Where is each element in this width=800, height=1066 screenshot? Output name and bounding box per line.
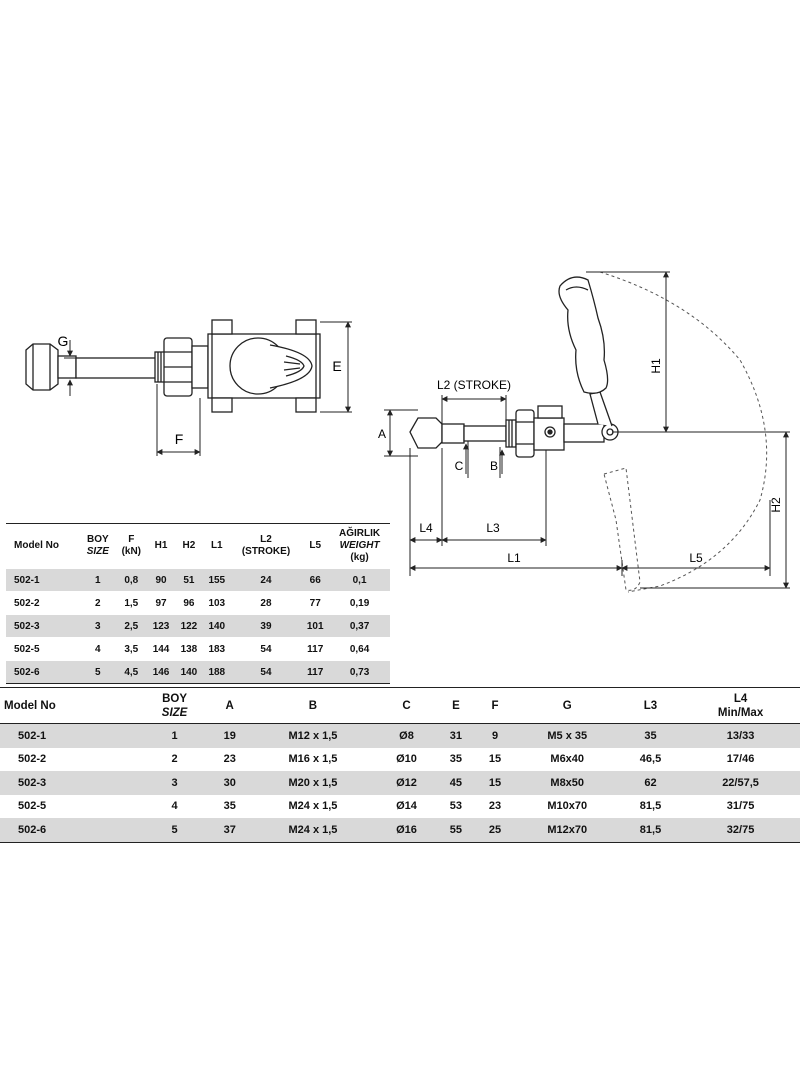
table-cell: 502-2 bbox=[6, 592, 80, 615]
col-header: E bbox=[436, 688, 475, 724]
table-cell: 97 bbox=[147, 592, 175, 615]
table-cell: 13/33 bbox=[681, 724, 800, 748]
table-cell: 4,5 bbox=[115, 661, 147, 684]
table-cell: 144 bbox=[147, 638, 175, 661]
table-cell: 9 bbox=[475, 724, 514, 748]
dim-label-l4: L4 bbox=[419, 521, 433, 535]
table-cell: 4 bbox=[80, 638, 115, 661]
table-cell: M6x40 bbox=[515, 748, 620, 772]
table-cell: 35 bbox=[620, 724, 681, 748]
table-cell: 81,5 bbox=[620, 795, 681, 819]
table-row bbox=[0, 795, 800, 819]
table-cell: 1 bbox=[80, 569, 115, 592]
table-cell: 2 bbox=[139, 748, 210, 772]
table-row bbox=[6, 661, 390, 684]
table-cell: 31/75 bbox=[681, 795, 800, 819]
col-header: H1 bbox=[147, 524, 175, 569]
dim-label-f: F bbox=[174, 431, 184, 447]
table-cell: 17/46 bbox=[681, 748, 800, 772]
table-row bbox=[0, 748, 800, 772]
table-cell: 0,64 bbox=[329, 638, 390, 661]
table-cell: 122 bbox=[175, 615, 203, 638]
table-cell: 140 bbox=[203, 615, 231, 638]
table-row bbox=[6, 569, 390, 592]
col-header: L3 bbox=[620, 688, 681, 724]
table-cell: 117 bbox=[301, 661, 329, 684]
dim-label-g: G bbox=[57, 333, 69, 349]
table-cell: 66 bbox=[301, 569, 329, 592]
table-cell: 77 bbox=[301, 592, 329, 615]
table-cell: 140 bbox=[175, 661, 203, 684]
table-cell: 502-1 bbox=[0, 724, 139, 748]
table-cell: 0,8 bbox=[115, 569, 147, 592]
dim-label-a: A bbox=[377, 427, 387, 441]
table-cell: 25 bbox=[475, 818, 514, 842]
table-cell: M24 x 1,5 bbox=[249, 818, 376, 842]
table-cell: 3 bbox=[80, 615, 115, 638]
col-header: BOY SIZE bbox=[139, 688, 210, 724]
table-cell: M10x70 bbox=[515, 795, 620, 819]
table-cell: 53 bbox=[436, 795, 475, 819]
table-cell: 502-3 bbox=[6, 615, 80, 638]
table-cell: 0,73 bbox=[329, 661, 390, 684]
dim-label-c: C bbox=[454, 459, 464, 473]
top-view-drawing bbox=[26, 320, 320, 412]
table-cell: 19 bbox=[210, 724, 249, 748]
table-row bbox=[6, 615, 390, 638]
table-cell: Ø10 bbox=[377, 748, 437, 772]
specs-table-dimensions bbox=[0, 687, 800, 843]
table-cell: Ø12 bbox=[377, 771, 437, 795]
table-cell: 54 bbox=[231, 661, 302, 684]
col-header: AĞIRLIK WEIGHT (kg) bbox=[329, 524, 390, 569]
table-cell: 123 bbox=[147, 615, 175, 638]
table-row bbox=[0, 771, 800, 795]
col-header: BOY SIZE bbox=[80, 524, 115, 569]
col-header: L5 bbox=[301, 524, 329, 569]
table-cell: 146 bbox=[147, 661, 175, 684]
col-header: C bbox=[377, 688, 437, 724]
table-cell: 502-2 bbox=[0, 748, 139, 772]
table-cell: 96 bbox=[175, 592, 203, 615]
side-view-drawing bbox=[410, 277, 618, 457]
table-cell: Ø8 bbox=[377, 724, 437, 748]
table-cell: M12 x 1,5 bbox=[249, 724, 376, 748]
specs-table-force-dimensions bbox=[6, 523, 390, 684]
dim-label-l1: L1 bbox=[507, 551, 521, 565]
table-cell: 32/75 bbox=[681, 818, 800, 842]
table-header-row bbox=[0, 688, 800, 724]
table-cell: 183 bbox=[203, 638, 231, 661]
table-cell: M5 x 35 bbox=[515, 724, 620, 748]
col-header: Model No bbox=[6, 524, 80, 569]
col-header: A bbox=[210, 688, 249, 724]
table-cell: M20 x 1,5 bbox=[249, 771, 376, 795]
table-cell: 502-6 bbox=[0, 818, 139, 842]
table-header-row bbox=[6, 524, 390, 569]
col-header: L1 bbox=[203, 524, 231, 569]
dim-label-e: E bbox=[332, 358, 342, 374]
table-row bbox=[0, 724, 800, 748]
table-cell: 55 bbox=[436, 818, 475, 842]
col-header: L4 Min/Max bbox=[681, 688, 800, 724]
table-cell: 0,19 bbox=[329, 592, 390, 615]
table-row bbox=[6, 638, 390, 661]
table-cell: 24 bbox=[231, 569, 302, 592]
table-cell: 4 bbox=[139, 795, 210, 819]
table-cell: 0,37 bbox=[329, 615, 390, 638]
table-cell: 31 bbox=[436, 724, 475, 748]
table-cell: 37 bbox=[210, 818, 249, 842]
table-cell: 81,5 bbox=[620, 818, 681, 842]
table-cell: 23 bbox=[210, 748, 249, 772]
dim-label-l5: L5 bbox=[689, 551, 703, 565]
col-header: F bbox=[475, 688, 514, 724]
table-cell: 23 bbox=[475, 795, 514, 819]
table-cell: 35 bbox=[436, 748, 475, 772]
table-cell: 3,5 bbox=[115, 638, 147, 661]
table-cell: M16 x 1,5 bbox=[249, 748, 376, 772]
table-cell: M8x50 bbox=[515, 771, 620, 795]
table-cell: 15 bbox=[475, 771, 514, 795]
table-cell: 39 bbox=[231, 615, 302, 638]
dim-label-b: B bbox=[489, 459, 499, 473]
table-cell: 15 bbox=[475, 748, 514, 772]
table-cell: 45 bbox=[436, 771, 475, 795]
table-cell: 3 bbox=[139, 771, 210, 795]
table-cell: 22/57,5 bbox=[681, 771, 800, 795]
table-cell: 502-6 bbox=[6, 661, 80, 684]
dim-label-h1: H1 bbox=[649, 358, 663, 374]
table-cell: 502-3 bbox=[0, 771, 139, 795]
table-cell: 28 bbox=[231, 592, 302, 615]
col-header: H2 bbox=[175, 524, 203, 569]
table-cell: Ø14 bbox=[377, 795, 437, 819]
table-cell: 2 bbox=[80, 592, 115, 615]
table-cell: 90 bbox=[147, 569, 175, 592]
table-cell: 51 bbox=[175, 569, 203, 592]
table-cell: 46,5 bbox=[620, 748, 681, 772]
table-cell: 5 bbox=[80, 661, 115, 684]
table-cell: 101 bbox=[301, 615, 329, 638]
col-header: G bbox=[515, 688, 620, 724]
col-header: L2 (STROKE) bbox=[231, 524, 302, 569]
col-header: B bbox=[249, 688, 376, 724]
table-cell: 155 bbox=[203, 569, 231, 592]
dim-label-l3: L3 bbox=[486, 521, 500, 535]
table-cell: 188 bbox=[203, 661, 231, 684]
dim-label-h2: H2 bbox=[769, 497, 783, 513]
table-cell: M24 x 1,5 bbox=[249, 795, 376, 819]
table-cell: Ø16 bbox=[377, 818, 437, 842]
table-cell: 1,5 bbox=[115, 592, 147, 615]
dim-label-l2-stroke: L2 (STROKE) bbox=[436, 378, 512, 392]
table-cell: 30 bbox=[210, 771, 249, 795]
table-cell: 502-1 bbox=[6, 569, 80, 592]
col-header: Model No bbox=[0, 688, 139, 724]
table-cell: M12x70 bbox=[515, 818, 620, 842]
table-cell: 35 bbox=[210, 795, 249, 819]
table-cell: 5 bbox=[139, 818, 210, 842]
col-header: F (kN) bbox=[115, 524, 147, 569]
table-cell: 54 bbox=[231, 638, 302, 661]
table-cell: 1 bbox=[139, 724, 210, 748]
table-cell: 502-5 bbox=[6, 638, 80, 661]
table-cell: 502-5 bbox=[0, 795, 139, 819]
table-cell: 2,5 bbox=[115, 615, 147, 638]
table-cell: 103 bbox=[203, 592, 231, 615]
table-cell: 0,1 bbox=[329, 569, 390, 592]
table-cell: 117 bbox=[301, 638, 329, 661]
table-row bbox=[6, 592, 390, 615]
table-row bbox=[0, 818, 800, 842]
table-cell: 62 bbox=[620, 771, 681, 795]
table-cell: 138 bbox=[175, 638, 203, 661]
